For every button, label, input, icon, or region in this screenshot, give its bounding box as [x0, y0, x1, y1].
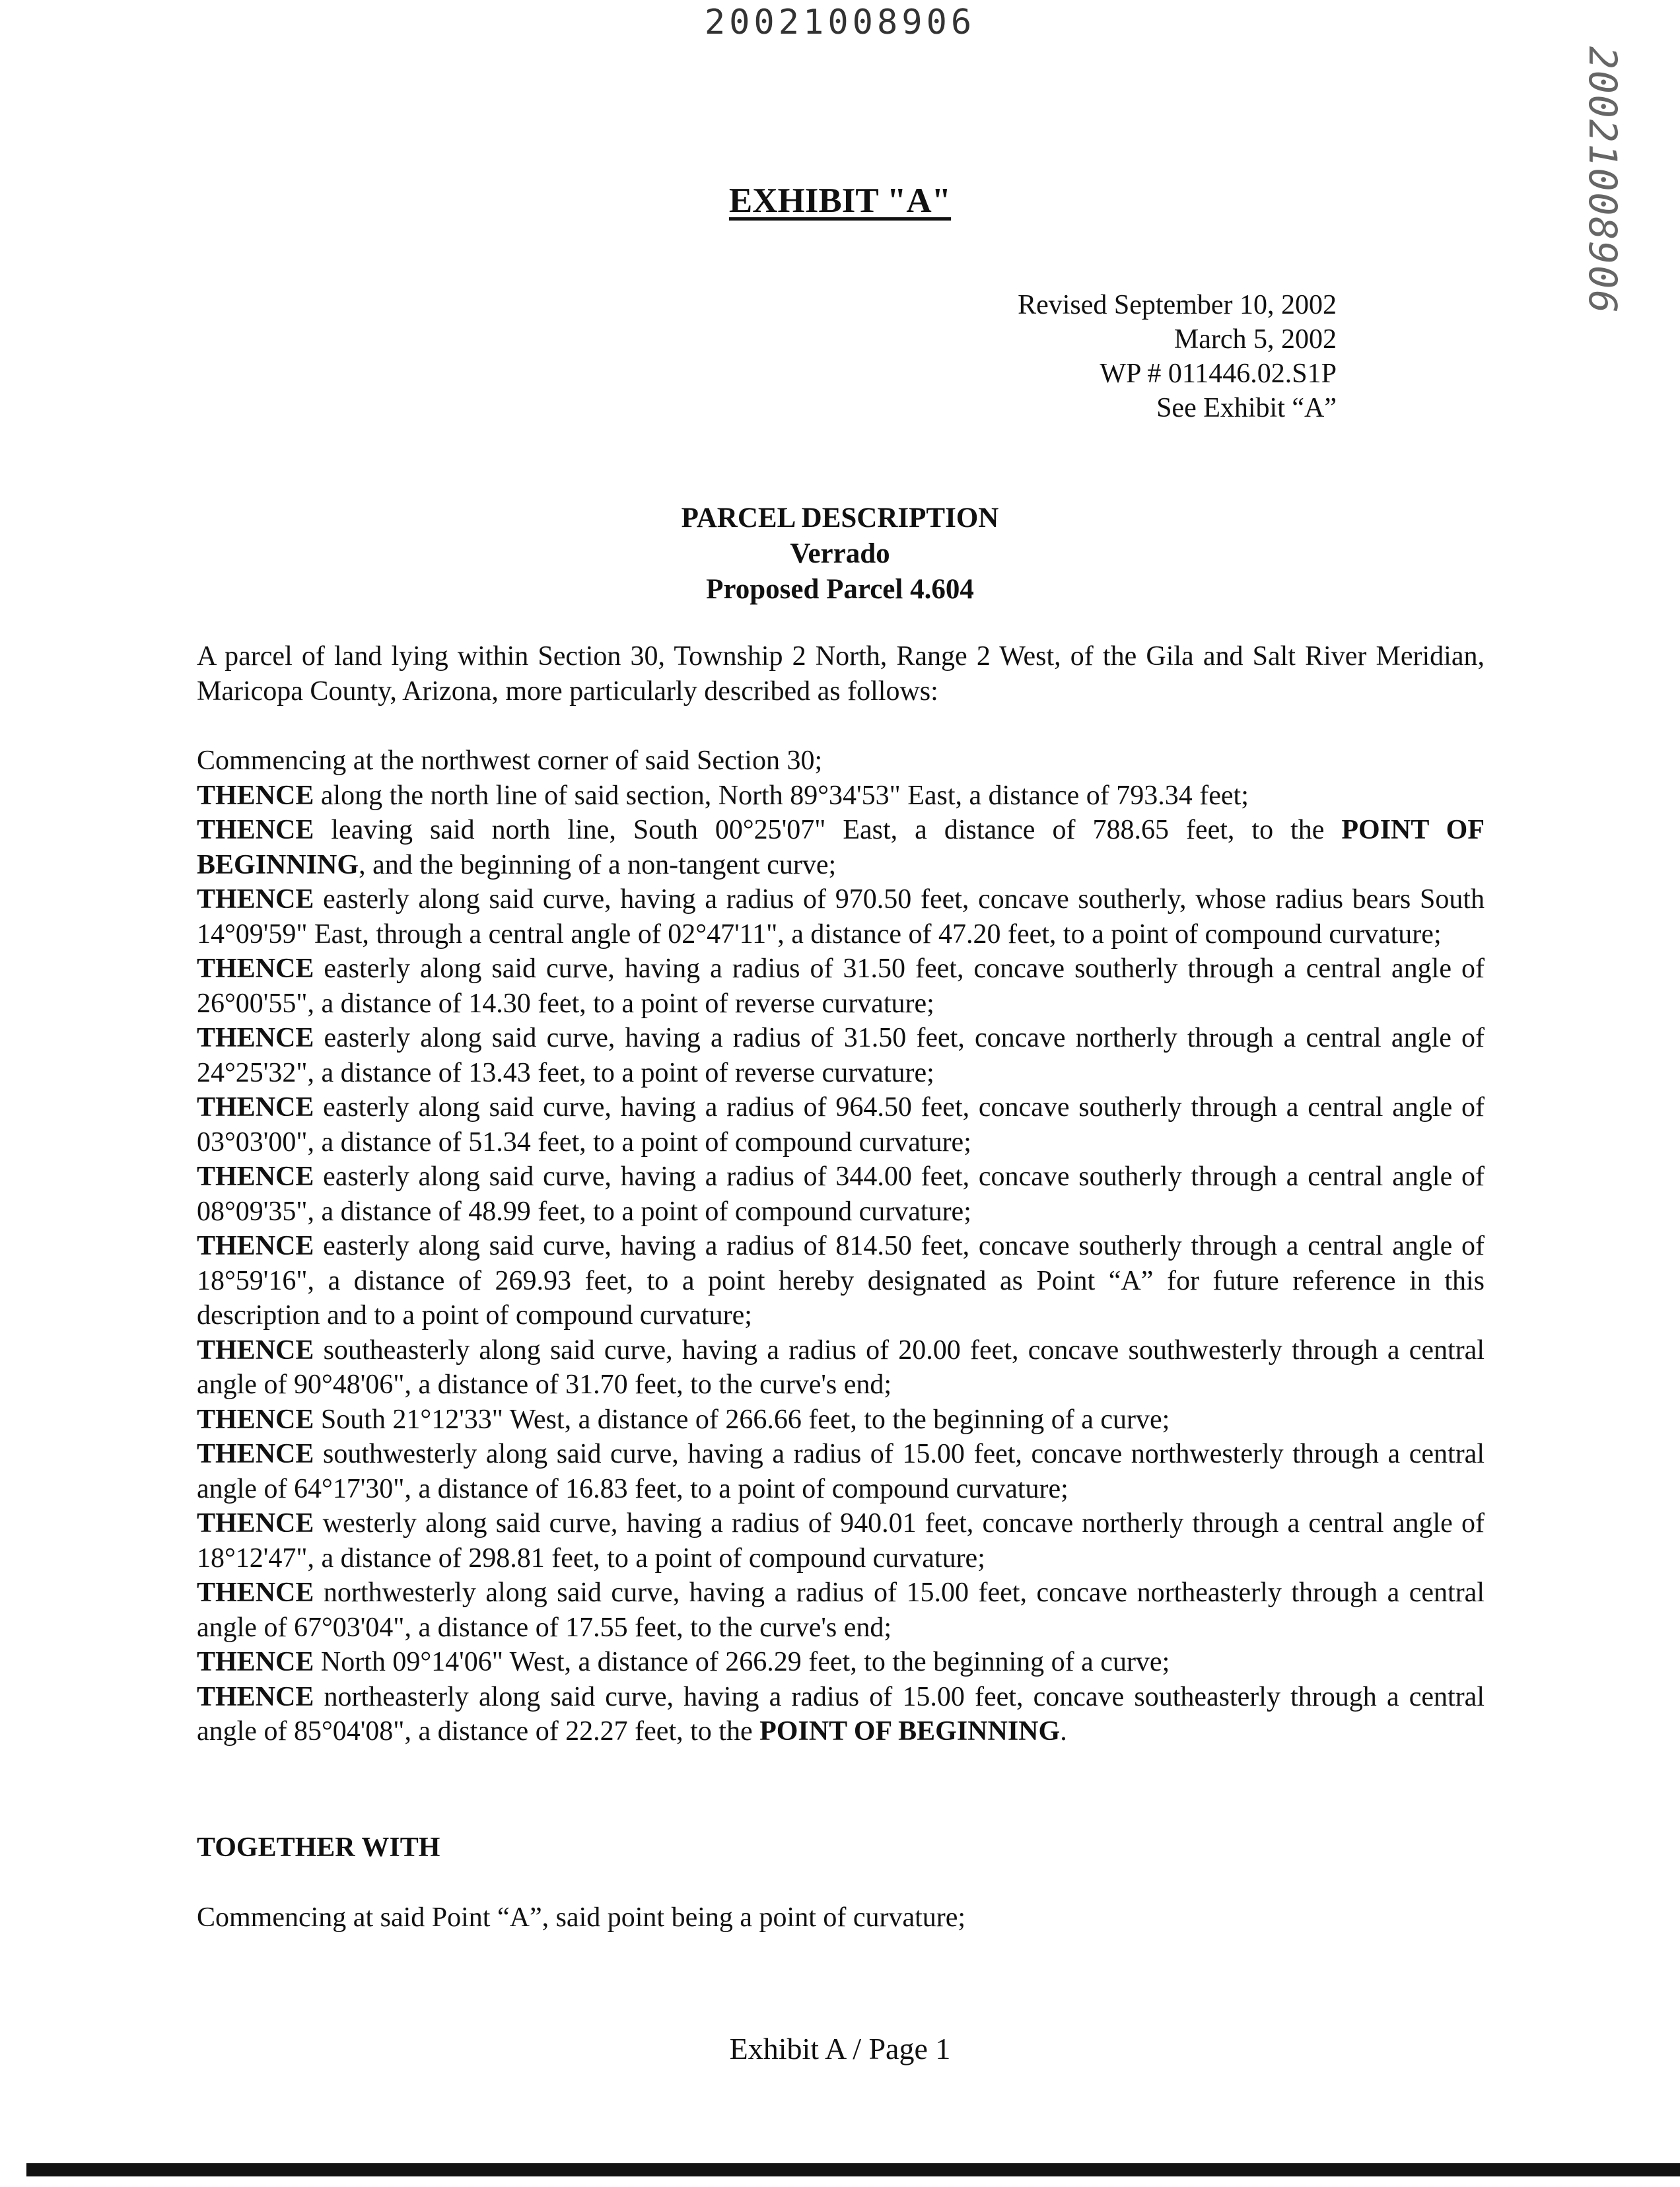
see-exhibit: See Exhibit “A”: [1156, 393, 1337, 423]
document-number: 20021008906: [704, 3, 976, 42]
course-keyword: THENCE: [197, 1231, 314, 1261]
course-7: [197, 1160, 1485, 1229]
original-date: March 5, 2002: [1173, 324, 1337, 355]
intro-paragraph: A parcel of land lying within Section 30, Township 2 North, Range 2 West, of the Gila and Salt River Meridian, Maricopa County, Arizona, more particularly described as follows:: [197, 641, 1485, 707]
course-3: [197, 882, 1485, 952]
course-4: [197, 952, 1485, 1021]
course-tail: .: [1060, 1716, 1067, 1747]
course-12: [197, 1506, 1485, 1576]
point-of-beginning: POINT OF BEGINNING: [759, 1716, 1061, 1747]
parcel-heading: [0, 501, 1680, 608]
course-text: easterly along said curve, having a radius of 344.00 feet, concave southerly through a central angle of 08°09'35", a distance of 48.99 feet, to a point of compound curvature;: [197, 1162, 1485, 1227]
course-text: South 21°12'33" West, a distance of 266.66 feet, to the beginning of a curve;: [314, 1404, 1170, 1435]
course-tail: , and the beginning of a non-tangent curve;: [359, 849, 837, 880]
course-keyword: THENCE: [197, 1335, 314, 1366]
course-keyword: THENCE: [197, 1508, 314, 1539]
course-2: [197, 813, 1485, 882]
course-14: [197, 1645, 1485, 1680]
course-keyword: THENCE: [197, 1023, 314, 1053]
course-11: [197, 1437, 1485, 1506]
point-of-beginning: POINT OF BEGINNING: [197, 815, 1485, 880]
course-text: southeasterly along said curve, having a radius of 20.00 feet, concave southwesterly through a central angle of 90°48'06", a distance of 31.70 feet, to the curve's end;: [197, 1335, 1485, 1400]
bottom-border: [26, 2163, 1680, 2176]
revised-date: Revised September 10, 2002: [1018, 290, 1337, 320]
parcel-description-title: PARCEL DESCRIPTION: [681, 503, 999, 534]
course-text: easterly along said curve, having a radius of 31.50 feet, concave northerly through a central angle of 24°25'32", a distance of 13.43 feet, to a point of reverse curvature;: [197, 1023, 1485, 1088]
wp-number: WP # 011446.02.S1P: [1100, 359, 1337, 389]
course-keyword: THENCE: [197, 1162, 314, 1192]
course-keyword: THENCE: [197, 1439, 314, 1469]
proposed-parcel: Proposed Parcel 4.604: [706, 574, 974, 605]
course-text: easterly along said curve, having a radius of 31.50 feet, concave southerly through a central angle of 26°00'55", a distance of 14.30 feet, to a point of reverse curvature;: [197, 954, 1485, 1019]
together-with-heading: TOGETHER WITH: [197, 1832, 440, 1863]
course-5: [197, 1021, 1485, 1090]
course-text: northeasterly along said curve, having a radius of 15.00 feet, concave southeasterly through a central angle of 85°04'08", a distance of 22.27 feet, to the: [197, 1681, 1485, 1747]
page-footer: Exhibit A / Page 1: [729, 2032, 951, 2066]
course-text: easterly along said curve, having a radius of 814.50 feet, concave southerly through a central angle of 18°59'16", a distance of 269.93 feet, to a point hereby designated as Point “A” for future reference in this description and to a point of compound curvature;: [197, 1231, 1485, 1331]
revision-block: [1018, 288, 1337, 425]
course-6: [197, 1090, 1485, 1160]
course-keyword: THENCE: [197, 1681, 314, 1712]
course-keyword: THENCE: [197, 815, 314, 845]
course-text: easterly along said curve, having a radius of 964.50 feet, concave southerly through a central angle of 03°03'00", a distance of 51.34 feet, to a point of compound curvature;: [197, 1092, 1485, 1158]
course-9: [197, 1333, 1485, 1403]
course-13: [197, 1576, 1485, 1645]
course-text: easterly along said curve, having a radius of 970.50 feet, concave southerly, whose radius bears South 14°09'59" East, through a central angle of 02°47'11", a distance of 47.20 feet, to a point of compound curvature;: [197, 884, 1485, 950]
parcel-name: Verrado: [790, 538, 890, 569]
course-text: North 09°14'06" West, a distance of 266.29 feet, to the beginning of a curve;: [314, 1647, 1170, 1677]
legal-description: [197, 639, 1485, 1749]
course-text: southwesterly along said curve, having a radius of 15.00 feet, concave northwesterly through a central angle of 64°17'30", a distance of 16.83 feet, to a point of compound curvature;: [197, 1439, 1485, 1504]
course-text: northwesterly along said curve, having a radius of 15.00 feet, concave northeasterly through a central angle of 67°03'04", a distance of 17.55 feet, to the curve's end;: [197, 1578, 1485, 1643]
course-keyword: THENCE: [197, 1647, 314, 1677]
course-text: westerly along said curve, having a radius of 940.01 feet, concave northerly through a central angle of 18°12'47", a distance of 298.81 feet, to a point of compound curvature;: [197, 1508, 1485, 1574]
exhibit-title: EXHIBIT "A": [728, 182, 952, 220]
together-with-paragraph: Commencing at said Point “A”, said point being a point of curvature;: [197, 1902, 966, 1933]
course-keyword: THENCE: [197, 1092, 314, 1123]
course-1: [197, 779, 1485, 814]
course-keyword: THENCE: [197, 954, 314, 984]
commencing-paragraph: Commencing at the northwest corner of said Section 30;: [197, 746, 823, 776]
side-stamp: [1566, 46, 1639, 315]
course-keyword: THENCE: [197, 1578, 314, 1608]
course-text: leaving said north line, South 00°25'07" East, a distance of 788.65 feet, to the: [314, 815, 1342, 845]
course-keyword: THENCE: [197, 884, 314, 915]
side-stamp-text: 20021008906: [1580, 46, 1626, 315]
course-keyword: THENCE: [197, 1404, 314, 1435]
course-text: along the north line of said section, North 89°34'53" East, a distance of 793.34 feet;: [314, 780, 1249, 811]
course-15: [197, 1680, 1485, 1749]
course-8: [197, 1229, 1485, 1333]
course-keyword: THENCE: [197, 780, 314, 811]
course-10: [197, 1403, 1485, 1438]
